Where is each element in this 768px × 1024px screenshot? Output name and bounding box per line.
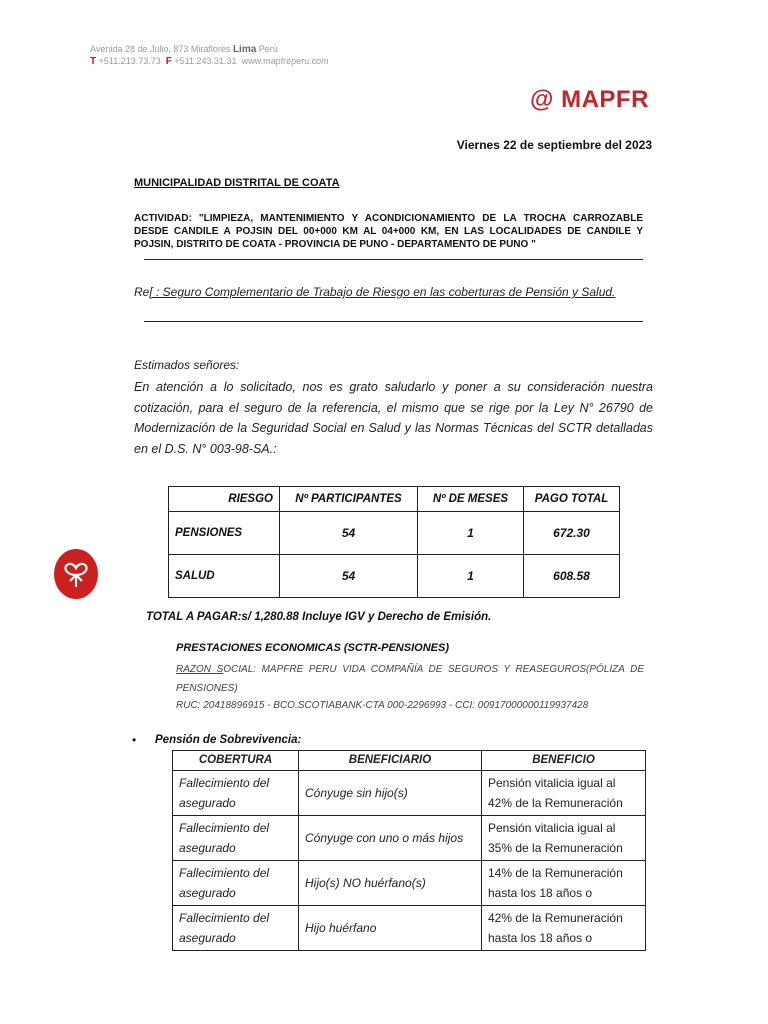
riesgo-cell: SALUD bbox=[169, 555, 280, 598]
quote-table bbox=[168, 486, 620, 598]
sobrevivencia-title: Pensión de Sobrevivencia: bbox=[155, 734, 302, 746]
company-contact bbox=[90, 56, 329, 67]
sobrevivencia-header bbox=[173, 751, 646, 771]
beneficio-cell: 42% de la Remuneración hasta los 18 años o bbox=[482, 906, 646, 951]
participantes-cell: 54 bbox=[280, 512, 418, 555]
address-country: Perú bbox=[258, 44, 278, 54]
table-row bbox=[169, 512, 620, 555]
beneficiario-cell: Cónyuge con uno o más hijos bbox=[299, 816, 482, 861]
divider bbox=[144, 259, 643, 260]
reference-text: [ : Seguro Complementario de Trabajo de Riesgo en las coberturas de Pensión y Salud. bbox=[149, 285, 616, 299]
razon-text: OCIAL: MAPFRE PERU VIDA COMPAÑÍA DE SEGUROS Y REASEGUROS(PÓLIZA DE PENSIONES) bbox=[176, 664, 645, 694]
cobertura-cell: Fallecimiento del asegurado bbox=[173, 816, 299, 861]
header-pago: PAGO TOTAL bbox=[524, 487, 620, 512]
beneficio-cell: Pensión vitalicia igual al 42% de la Remuneración bbox=[482, 771, 646, 816]
razon-social bbox=[176, 660, 644, 698]
header-beneficiario: BENEFICIARIO bbox=[299, 751, 482, 771]
beneficio-cell: Pensión vitalicia igual al 35% de la Remuneración bbox=[482, 816, 646, 861]
total-to-pay: TOTAL A PAGAR:s/ 1,280.88 Incluye IGV y Derecho de Emisión. bbox=[146, 611, 492, 623]
company-address bbox=[90, 44, 278, 55]
pago-cell: 672.30 bbox=[524, 512, 620, 555]
cobertura-cell: Fallecimiento del asegurado bbox=[173, 771, 299, 816]
table-row bbox=[173, 906, 646, 951]
header-participantes: Nº PARTICIPANTES bbox=[280, 487, 418, 512]
table-row bbox=[173, 816, 646, 861]
mapfre-logo: @ MAPFR bbox=[530, 86, 649, 113]
ruc-bank-info: RUC: 20418896915 - BCO.SCOTIABANK-CTA 000-2296993 - CCI: 00917000000119937428 bbox=[176, 700, 589, 711]
reference-prefix: Re bbox=[134, 285, 150, 299]
header-beneficio: BENEFICIO bbox=[482, 751, 646, 771]
meses-cell: 1 bbox=[418, 512, 524, 555]
razon-label: RAZON S bbox=[176, 664, 224, 675]
activity-description: ACTIVIDAD: "LIMPIEZA, MANTENIMIENTO Y ACONDICIONAMIENTO DE LA TROCHA CARROZABLE DESDE CANDILE A POJSIN DEL 00+000 KM AL 04+000 KM, EN LAS LOCALIDADES DE CANDILE Y POJSIN, DISTRITO DE COATA - PROVINCIA DE PUNO - DEPARTAMENTO DE PUNO " bbox=[134, 213, 643, 250]
beneficiario-cell: Cónyuge sin hijo(s) bbox=[299, 771, 482, 816]
phone-label: T bbox=[90, 56, 97, 67]
letter-date: Viernes 22 de septiembre del 2023 bbox=[456, 138, 652, 152]
address-line: Avenida 28 de Julio, 873 Miraflores bbox=[90, 44, 231, 54]
recipient: MUNICIPALIDAD DISTRITAL DE COATA bbox=[134, 177, 340, 189]
cobertura-cell: Fallecimiento del asegurado bbox=[173, 861, 299, 906]
cobertura-cell: Fallecimiento del asegurado bbox=[173, 906, 299, 951]
riesgo-cell: PENSIONES bbox=[169, 512, 280, 555]
participantes-cell: 54 bbox=[280, 555, 418, 598]
prestaciones-title: PRESTACIONES ECONOMICAS (SCTR-PENSIONES) bbox=[176, 642, 449, 654]
phone-number: +511.213.73.73 bbox=[98, 56, 161, 66]
fax-label: F bbox=[165, 56, 172, 67]
beneficiario-cell: Hijo(s) NO huérfano(s) bbox=[299, 861, 482, 906]
reference-line bbox=[134, 285, 615, 299]
beneficiario-cell: Hijo huérfano bbox=[299, 906, 482, 951]
divider bbox=[144, 321, 643, 322]
address-city: Lima bbox=[232, 44, 257, 55]
intro-paragraph: En atención a lo solicitado, nos es grato saludarlo y poner a su consideración nuestra cotización, para el seguro de la referencia, el mismo que se rige por la Ley N° 26790 de Modernización de la Seguridad Social en Salud y las Normas Técnicas del SCTR detalladas en el D.S. N° 003-98-SA.: bbox=[134, 380, 653, 456]
greeting: Estimados señores: bbox=[134, 358, 240, 372]
header-cobertura: COBERTURA bbox=[173, 751, 299, 771]
header-meses: Nº DE MESES bbox=[418, 487, 524, 512]
website-link[interactable]: www.mapfreperu.com bbox=[241, 56, 329, 66]
bullet-icon: • bbox=[132, 733, 137, 747]
sobrevivencia-table bbox=[172, 750, 646, 951]
meses-cell: 1 bbox=[418, 555, 524, 598]
header-riesgo: RIESGO bbox=[169, 487, 280, 512]
fax-number: +511.243.31.31 bbox=[174, 56, 237, 66]
mapfre-emblem-icon bbox=[54, 549, 98, 599]
pago-cell: 608.58 bbox=[524, 555, 620, 598]
table-row bbox=[169, 555, 620, 598]
table-row bbox=[173, 771, 646, 816]
table-row bbox=[173, 861, 646, 906]
quote-table-header bbox=[169, 487, 620, 512]
beneficio-cell: 14% de la Remuneración hasta los 18 años o bbox=[482, 861, 646, 906]
